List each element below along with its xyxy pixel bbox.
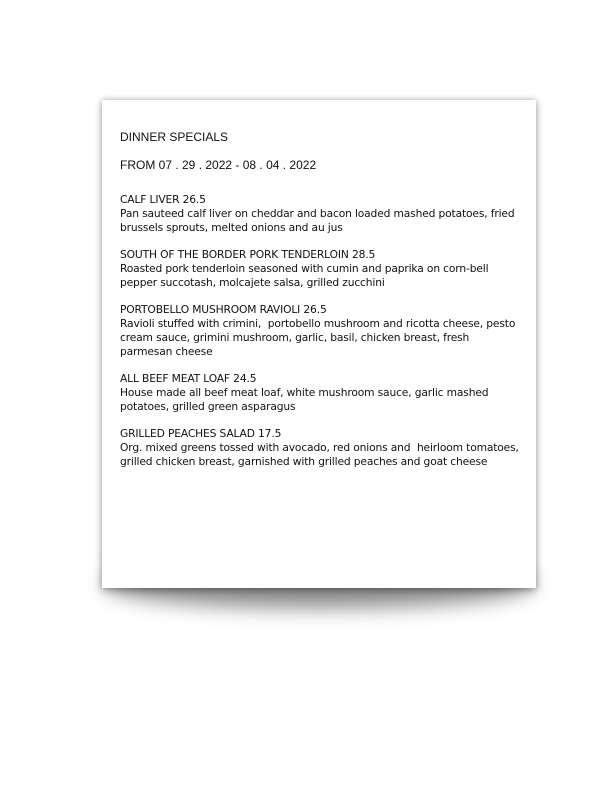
menu-item-title: PORTOBELLO MUSHROOM RAVIOLI 26.5 (120, 303, 327, 316)
menu-item-calf-liver (120, 193, 520, 235)
menu-item-meat-loaf (120, 372, 520, 414)
menu-item-description: Pan sauteed calf liver on cheddar and bacon loaded mashed potatoes, fried brussels sprouts, melted onions and au jus (120, 207, 518, 234)
date-range: FROM 07 . 29 . 2022 - 08 . 04 . 2022 (120, 158, 317, 172)
menu-item-list (120, 193, 523, 469)
menu-item-pork-tenderloin (120, 248, 520, 290)
menu-item-description: Roasted pork tenderloin seasoned with cumin and paprika on corn-bell pepper succotash, molcajete salsa, grilled zucchini (120, 262, 492, 289)
menu-card (102, 100, 536, 588)
menu-item-title: SOUTH OF THE BORDER PORK TENDERLOIN 28.5 (120, 248, 376, 261)
menu-item-description: Ravioli stuffed with crimini, portobello mushroom and ricotta cheese, pesto cream sauce, grimini mushroom, garlic, basil, chicken breast, fresh parmesan cheese (120, 317, 519, 358)
menu-item-title: GRILLED PEACHES SALAD 17.5 (120, 427, 282, 440)
menu-item-description: Org. mixed greens tossed with avocado, red onions and heirloom tomatoes, grilled chicken breast, garnished with grilled peaches and goat cheese (120, 441, 523, 468)
menu-item-mushroom-ravioli (120, 303, 520, 359)
page-title: DINNER SPECIALS (120, 130, 229, 144)
menu-item-description: House made all beef meat loaf, white mushroom sauce, garlic mashed potatoes, grilled green asparagus (120, 386, 492, 413)
menu-item-peaches-salad (120, 427, 523, 469)
menu-item-title: CALF LIVER 26.5 (120, 193, 206, 206)
menu-item-title: ALL BEEF MEAT LOAF 24.5 (120, 372, 257, 385)
